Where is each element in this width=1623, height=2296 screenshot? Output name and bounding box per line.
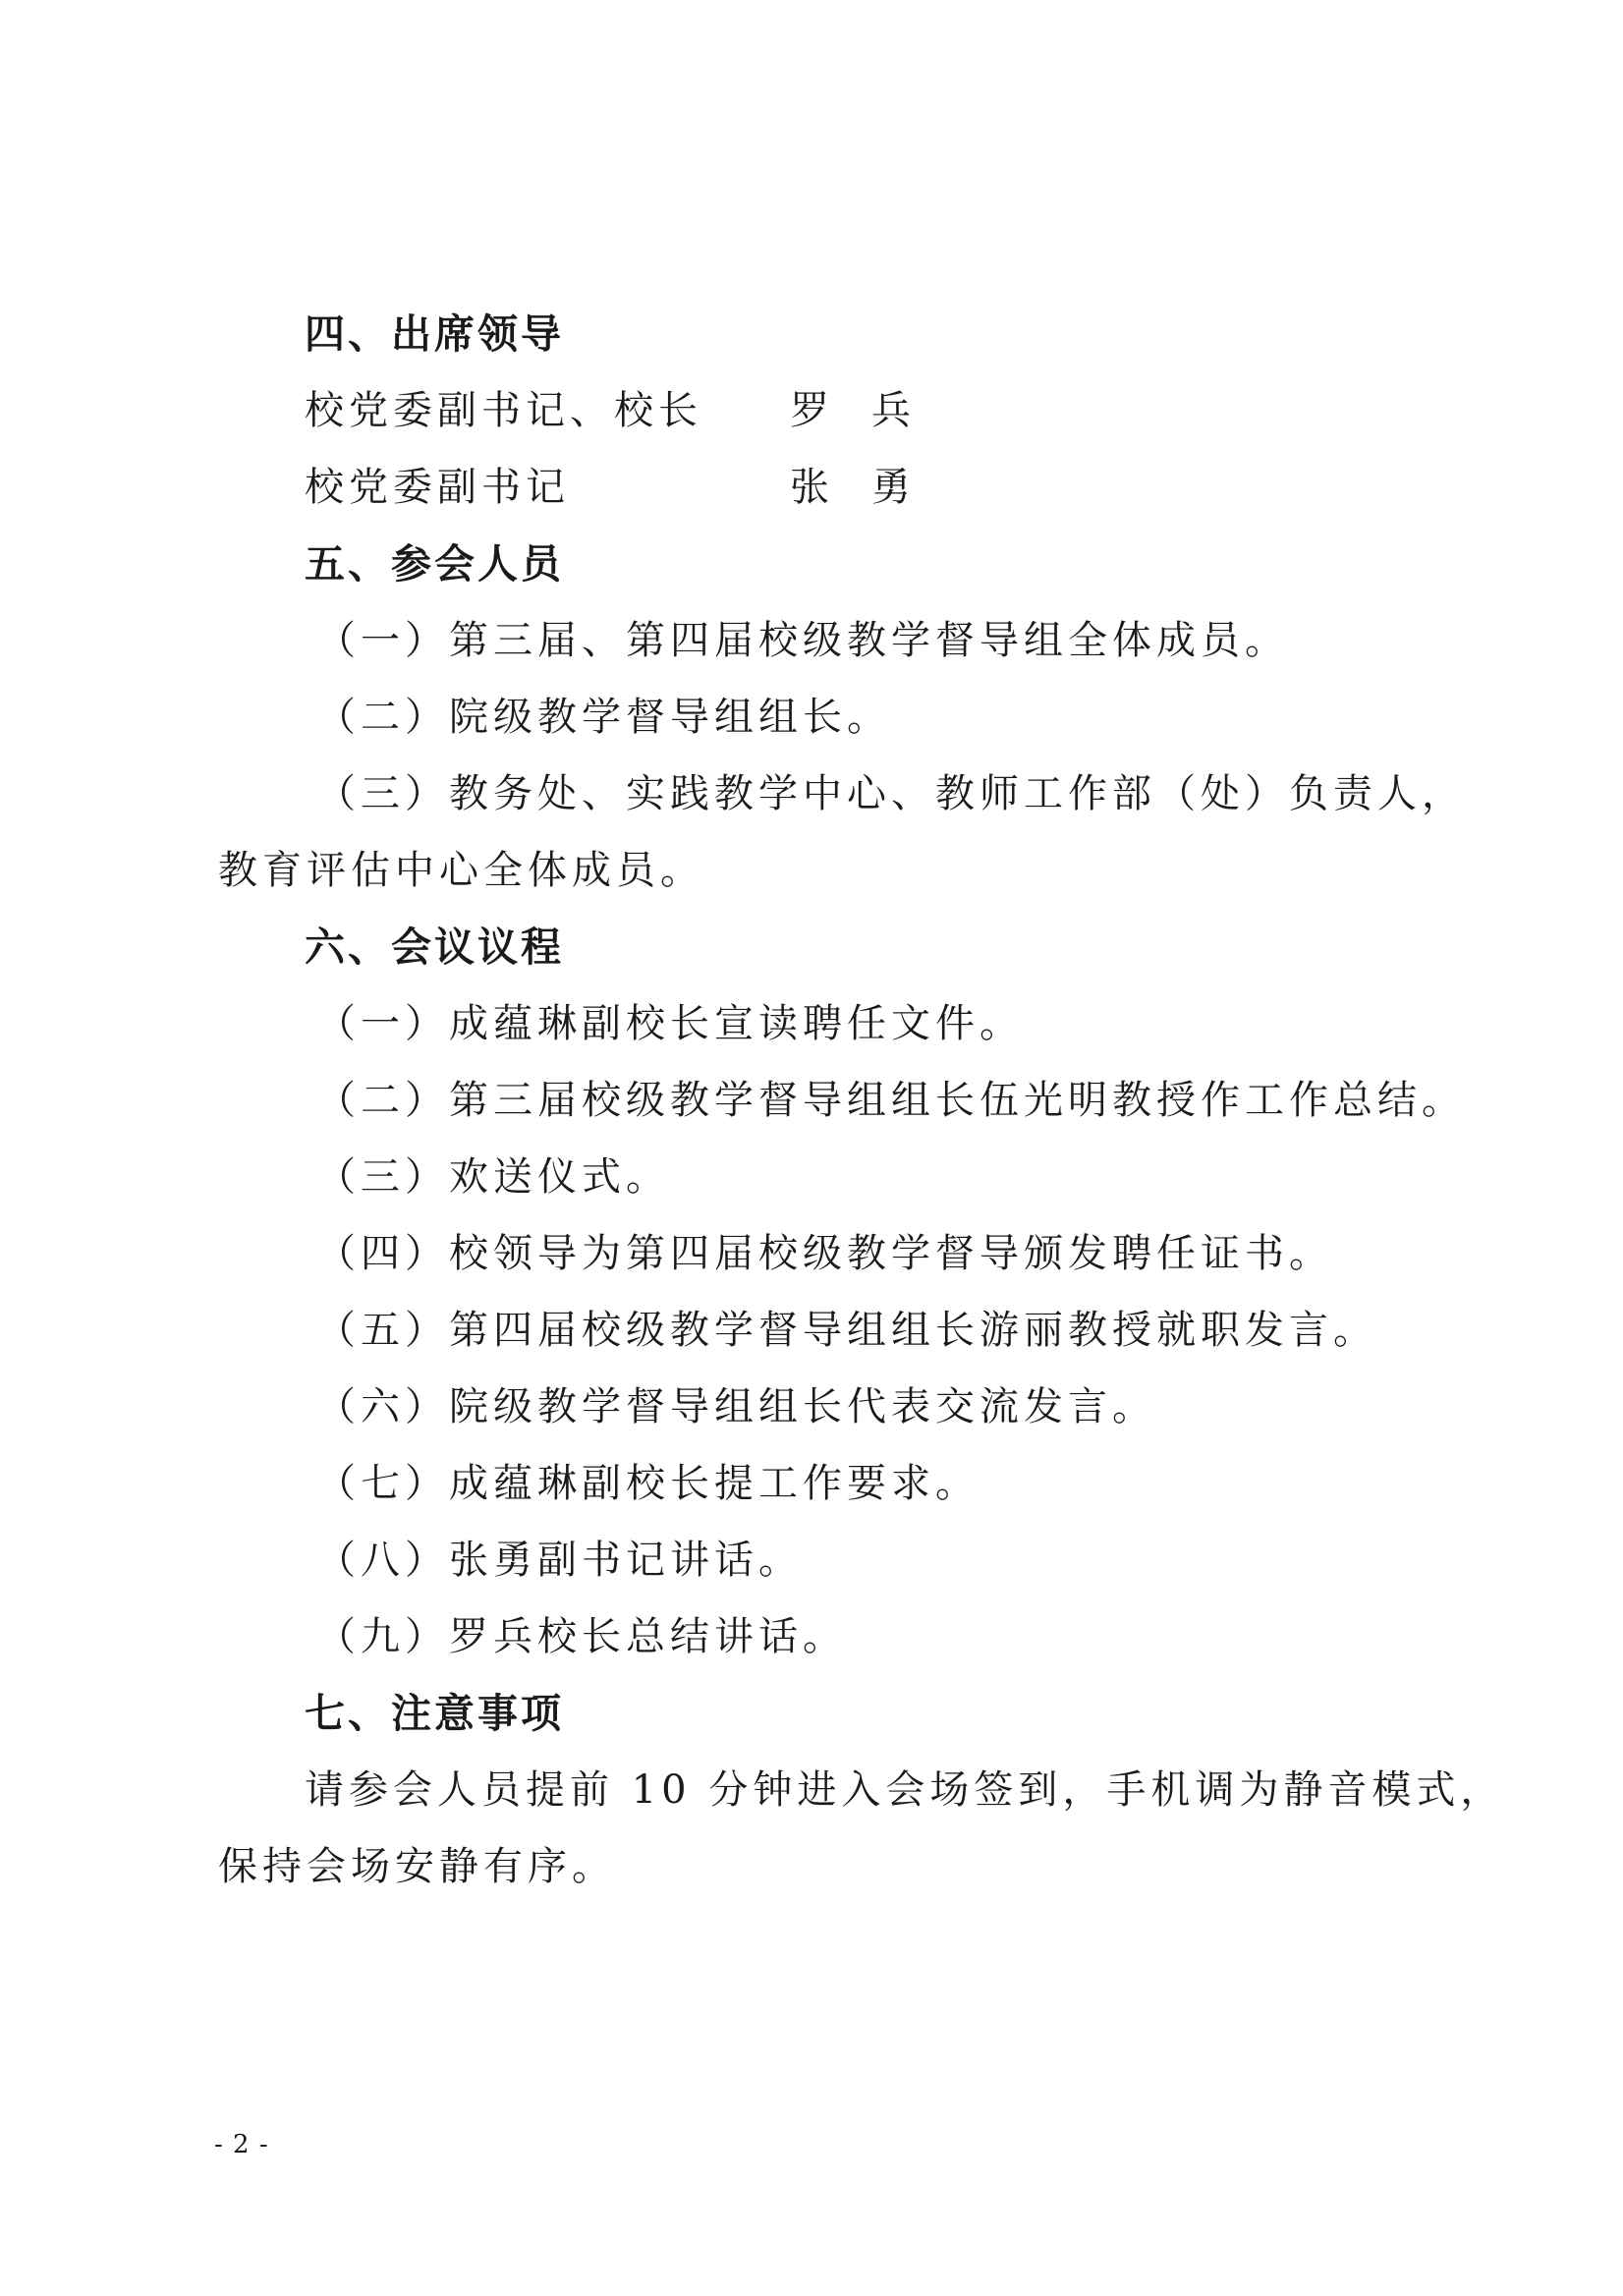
attendee-item: （三）教务处、实践教学中心、教师工作部（处）负责人， (316, 771, 1466, 816)
attendee-item: （一）第三届、第四届校级教学督导组全体成员。 (316, 618, 1289, 663)
attendee-item-continuation: 教育评估中心全体成员。 (218, 848, 704, 893)
leader-row (305, 381, 1385, 440)
section-heading-agenda: 六、会议议程 (305, 924, 564, 971)
section-heading-attendees: 五、参会人员 (305, 540, 564, 588)
section-heading-leaders: 四、出席领导 (305, 310, 564, 358)
leader-name: 罗 兵 (790, 388, 916, 433)
leader-role: 校党委副书记、校长 (305, 388, 702, 433)
agenda-item: （三）欢送仪式。 (316, 1154, 670, 1200)
leader-row (305, 458, 1385, 517)
agenda-item: （二）第三届校级教学督导组组长伍光明教授作工作总结。 (316, 1078, 1466, 1123)
agenda-item: （一）成蕴琳副校长宣读聘任文件。 (316, 1001, 1024, 1046)
page-number: - 2 - (214, 2130, 269, 2159)
notes-paragraph-line: 保持会场安静有序。 (218, 1844, 616, 1889)
agenda-item: （四）校领导为第四届校级教学督导颁发聘任证书。 (316, 1231, 1333, 1276)
leader-name: 张 勇 (790, 465, 916, 510)
agenda-item: （七）成蕴琳副校长提工作要求。 (316, 1461, 979, 1506)
section-heading-notes: 七、注意事项 (305, 1690, 564, 1737)
leader-role: 校党委副书记 (305, 465, 570, 510)
notes-paragraph-line: 请参会人员提前 10 分钟进入会场签到，手机调为静音模式， (305, 1767, 1505, 1813)
attendee-item: （二）院级教学督导组组长。 (316, 695, 891, 740)
agenda-item: （九）罗兵校长总结讲话。 (316, 1614, 847, 1659)
agenda-item: （五）第四届校级教学督导组组长游丽教授就职发言。 (316, 1308, 1377, 1353)
agenda-item: （八）张勇副书记讲话。 (316, 1538, 803, 1583)
agenda-item: （六）院级教学督导组组长代表交流发言。 (316, 1384, 1156, 1429)
